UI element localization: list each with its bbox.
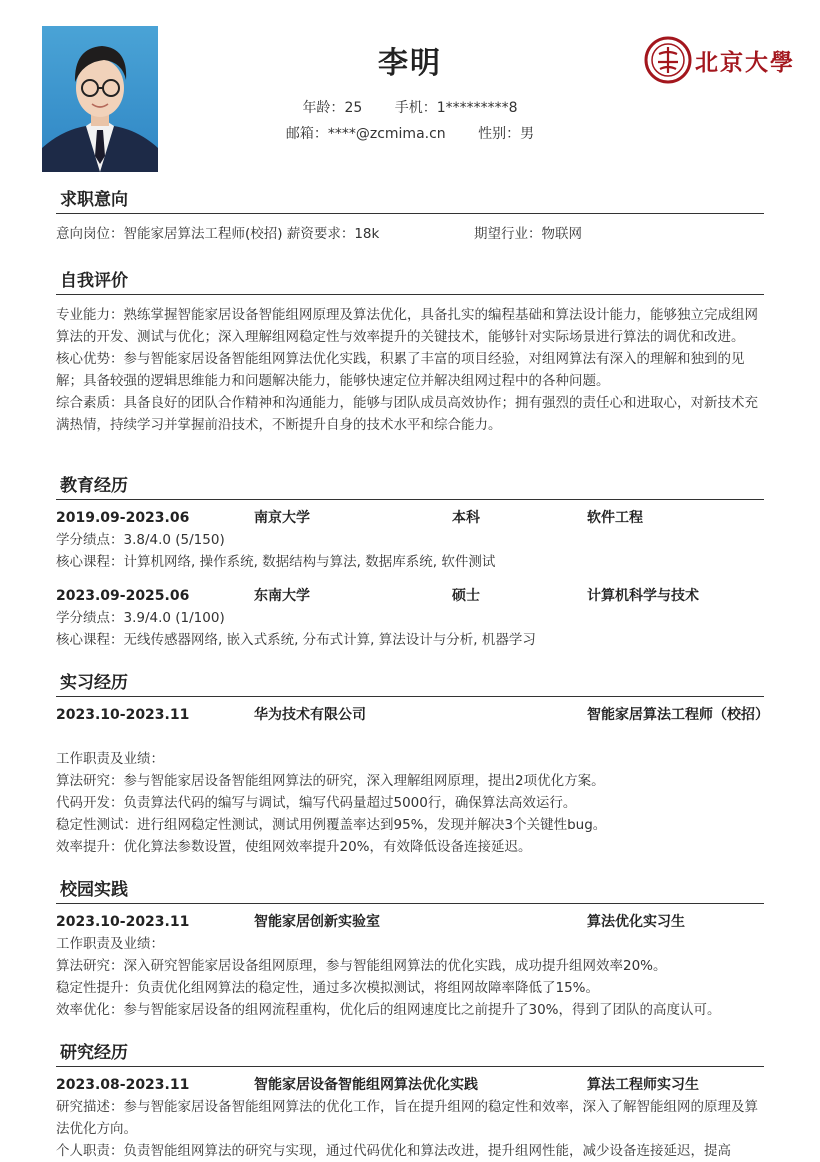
research-role: 算法工程师实习生 <box>587 1077 699 1093</box>
campus-role: 算法优化实习生 <box>587 914 685 930</box>
edu-school: 南京大学 <box>254 510 310 526</box>
edu-major: 软件工程 <box>587 510 643 526</box>
education-entry <box>56 585 764 651</box>
phone-info: 手机：1*********8 <box>394 100 518 116</box>
section-title: 自我评价 <box>56 268 764 295</box>
internship-entry <box>56 704 769 858</box>
section-title: 研究经历 <box>56 1040 764 1067</box>
edu-gpa: 学分绩点：3.8/4.0 (5/150) <box>56 532 225 548</box>
self-eval-paragraph: 专业能力：熟练掌握智能家居设备智能组网原理及算法优化，具备扎实的编程基础和算法设计能力，能够独立完成组网算法的开发、测试与优化；深入理解组网稳定性与效率提升的关键技术，能够针对实际场景进行算法的调优和改进。 <box>56 307 758 345</box>
research-entry <box>56 1074 764 1162</box>
edu-major: 计算机科学与技术 <box>587 588 699 604</box>
university-logo <box>644 36 794 86</box>
campus-entry <box>56 911 764 1021</box>
research-project: 智能家居设备智能组网算法优化实践 <box>254 1077 478 1093</box>
section-internship <box>56 670 769 858</box>
campus-date: 2023.10-2023.11 <box>56 914 190 930</box>
intern-line: 稳定性测试：进行组网稳定性测试，测试用例覆盖率达到95%，发现并解决3个关键性bug。 <box>56 817 607 833</box>
section-title: 实习经历 <box>56 670 764 697</box>
edu-gpa: 学分绩点：3.9/4.0 (1/100) <box>56 610 225 626</box>
section-job-intent <box>56 187 764 245</box>
gender-info: 性别：男 <box>478 126 535 142</box>
education-entry <box>56 507 764 573</box>
section-title: 求职意向 <box>56 187 764 214</box>
campus-line: 工作职责及业绩： <box>56 936 164 952</box>
section-research <box>56 1040 764 1162</box>
edu-degree: 硕士 <box>452 588 480 604</box>
campus-line: 效率优化：参与智能家居设备的组网流程重构，优化后的组网速度比之前提升了30%，得到了团队的高度认可。 <box>56 1002 721 1018</box>
research-line: 研究描述：参与智能家居设备智能组网算法的优化工作，旨在提升组网的稳定性和效率，深入了解智能组网的原理及算法优化方向。 <box>56 1099 758 1137</box>
research-line: 个人职责：负责智能组网算法的研究与实现，通过代码优化和算法改进，提升组网性能，减少设备连接延迟，提高 <box>56 1143 731 1159</box>
info-row-2 <box>0 123 820 143</box>
edu-courses: 核心课程：无线传感器网络, 嵌入式系统, 分布式计算, 算法设计与分析, 机器学习 <box>56 632 536 648</box>
intern-date: 2023.10-2023.11 <box>56 707 190 723</box>
intern-line: 算法研究：参与智能家居设备智能组网算法的研究，深入理解组网原理，提出2项优化方案。 <box>56 773 605 789</box>
age-info: 年龄：25 <box>302 100 363 116</box>
intern-line: 效率提升：优化算法参数设置，使组网效率提升20%，有效降低设备连接延迟。 <box>56 839 532 855</box>
info-row-1 <box>0 97 820 117</box>
intent-position: 意向岗位：智能家居算法工程师(校招) 薪资要求：18k <box>56 226 380 242</box>
edu-courses: 核心课程：计算机网络, 操作系统, 数据结构与算法, 数据库系统, 软件测试 <box>56 554 496 570</box>
campus-org: 智能家居创新实验室 <box>254 914 380 930</box>
section-title: 教育经历 <box>56 473 764 500</box>
intent-industry: 期望行业：物联网 <box>474 226 582 242</box>
intern-line: 代码开发：负责算法代码的编写与调试，编写代码量超过5000行，确保算法高效运行。 <box>56 795 577 811</box>
university-logo-text: 北京大學 <box>695 49 795 76</box>
section-title: 校园实践 <box>56 877 764 904</box>
campus-line: 算法研究：深入研究智能家居设备组网原理，参与智能组网算法的优化实践，成功提升组网效率20%。 <box>56 958 667 974</box>
edu-date: 2019.09-2023.06 <box>56 510 190 526</box>
campus-line: 稳定性提升：负责优化组网算法的稳定性，通过多次模拟测试，将组网故障率降低了15%。 <box>56 980 600 996</box>
intern-line: 工作职责及业绩： <box>56 751 164 767</box>
university-seal-icon <box>644 36 692 84</box>
edu-date: 2023.09-2025.06 <box>56 588 190 604</box>
email-info: 邮箱：****@zcmima.cn <box>285 126 446 142</box>
research-date: 2023.08-2023.11 <box>56 1077 190 1093</box>
self-eval-paragraph: 核心优势：参与智能家居设备智能组网算法优化实践，积累了丰富的项目经验，对组网算法有深入的理解和独到的见解；具备较强的逻辑思维能力和问题解决能力，能够快速定位并解决组网过程中的各种问题。 <box>56 351 745 389</box>
candidate-name: 李明 <box>378 46 442 81</box>
edu-school: 东南大学 <box>254 588 310 604</box>
intern-company: 华为技术有限公司 <box>254 707 366 723</box>
intent-row <box>56 223 764 245</box>
edu-degree: 本科 <box>452 510 480 526</box>
section-campus-practice <box>56 877 764 1021</box>
section-self-evaluation <box>56 268 764 436</box>
intern-role: 智能家居算法工程师（校招） <box>587 707 769 723</box>
self-eval-paragraph: 综合素质：具备良好的团队合作精神和沟通能力，能够与团队成员高效协作；拥有强烈的责任心和进取心，对新技术充满热情，持续学习并掌握前沿技术，不断提升自身的技术水平和综合能力。 <box>56 395 758 433</box>
section-education <box>56 473 764 651</box>
